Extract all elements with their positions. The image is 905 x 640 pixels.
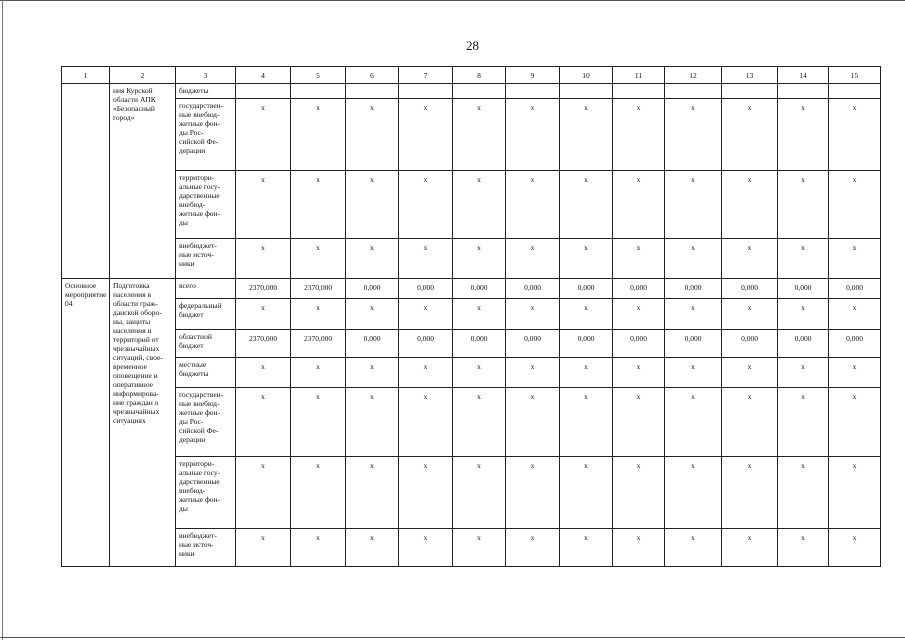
value-cell: 0,000 [722,330,778,358]
header-cell: 2 [110,67,176,84]
value-cell [829,84,881,99]
value-cell: x [399,99,453,171]
table-row [62,84,881,99]
value-cell: x [453,358,506,388]
value-cell: x [665,99,722,171]
value-cell: 0,000 [829,330,881,358]
value-cell: x [291,457,346,529]
value-cell: x [778,99,829,171]
table-row [62,358,881,388]
value-cell: x [346,358,399,388]
value-cell [778,84,829,99]
value-cell: x [722,171,778,239]
page-number: 28 [466,38,479,53]
value-cell: 0,000 [453,330,506,358]
value-cell: x [778,171,829,239]
table-row [62,457,881,529]
header-cell: 3 [176,67,236,84]
value-cell: x [613,171,665,239]
value-cell: x [613,239,665,279]
value-cell: x [829,457,881,529]
value-cell: x [291,299,346,330]
table-row [62,529,881,567]
value-cell: x [399,529,453,567]
value-cell: x [506,358,560,388]
value-cell: x [346,299,399,330]
page-bottom-border [0,637,905,638]
value-cell: x [453,99,506,171]
value-cell: x [829,388,881,457]
value-cell: x [722,299,778,330]
value-cell: x [722,239,778,279]
table-row [62,330,881,358]
source-cell: местные бюджеты [176,358,236,388]
value-cell: x [778,388,829,457]
value-cell: 0,000 [506,330,560,358]
value-cell: x [613,358,665,388]
table-row [62,171,881,239]
value-cell: x [453,299,506,330]
table-row [62,99,881,171]
value-cell: x [665,358,722,388]
value-cell: 0,000 [665,330,722,358]
value-cell: x [399,388,453,457]
value-cell: x [829,171,881,239]
table-row [62,239,881,279]
value-cell: x [722,99,778,171]
value-cell: x [399,239,453,279]
value-cell: x [560,358,613,388]
header-cell: 7 [399,67,453,84]
value-cell: x [778,358,829,388]
status-cell: Основное мероприятие 04 [62,279,110,567]
header-cell: 8 [453,67,506,84]
value-cell [346,84,399,99]
value-cell: x [291,99,346,171]
value-cell: x [829,358,881,388]
value-cell: x [506,457,560,529]
table-row [62,388,881,457]
value-cell [399,84,453,99]
value-cell: 0,000 [829,279,881,299]
value-cell: x [613,529,665,567]
value-cell: x [778,457,829,529]
value-cell [665,84,722,99]
value-cell [453,84,506,99]
source-cell: внебюджет- ные источ- ники [176,239,236,279]
value-cell: x [506,239,560,279]
value-cell: x [829,299,881,330]
value-cell: x [778,239,829,279]
value-cell: x [613,299,665,330]
value-cell: x [399,171,453,239]
value-cell [506,84,560,99]
value-cell: x [506,529,560,567]
header-cell: 4 [236,67,291,84]
value-cell: x [506,171,560,239]
value-cell: x [291,388,346,457]
value-cell [722,84,778,99]
value-cell: x [346,239,399,279]
source-cell: территори- альные госу- дарственные внебюд- жетные фон- ды [176,457,236,529]
value-cell: x [829,99,881,171]
value-cell: x [560,457,613,529]
value-cell: x [722,388,778,457]
value-cell: x [291,529,346,567]
source-cell: территори- альные госу- дарственные внебюд- жетные фон- ды [176,171,236,239]
value-cell: x [613,457,665,529]
value-cell: x [560,299,613,330]
value-cell: x [722,529,778,567]
value-cell: 0,000 [665,279,722,299]
value-cell: x [778,529,829,567]
header-cell: 12 [665,67,722,84]
value-cell [560,84,613,99]
value-cell: 0,000 [399,330,453,358]
value-cell: x [236,358,291,388]
header-cell: 9 [506,67,560,84]
value-cell: 0,000 [399,279,453,299]
header-cell: 13 [722,67,778,84]
header-cell: 1 [62,67,110,84]
value-cell: x [346,99,399,171]
value-cell: 0,000 [613,279,665,299]
value-cell: x [665,299,722,330]
value-cell: x [665,529,722,567]
value-cell: x [291,358,346,388]
value-cell: x [453,457,506,529]
value-cell: x [829,529,881,567]
value-cell: x [722,358,778,388]
value-cell: x [560,388,613,457]
source-cell: государствен- ные внебюд- жетные фон- ды Рос- сийской Фе- дерации [176,388,236,457]
value-cell: 0,000 [346,279,399,299]
value-cell: 0,000 [778,330,829,358]
value-cell: 2370,000 [236,279,291,299]
value-cell: x [829,239,881,279]
value-cell: 0,000 [778,279,829,299]
value-cell: x [613,388,665,457]
value-cell: x [560,171,613,239]
value-cell: x [665,239,722,279]
header-cell: 10 [560,67,613,84]
value-cell: x [236,299,291,330]
table-row [62,279,881,299]
measure-name-cell: Подготовка населения в области граж- данской оборо- ны, защиты населения и территорий от чрезвычайных ситуаций, свое- временное оповещение и оперативное информирова- ние граждан о чрезвычайных ситуациях [110,279,176,567]
value-cell: x [236,388,291,457]
page-top-border [0,0,905,1]
value-cell: 2370,000 [236,330,291,358]
program-name-cell: ния Курской области АПК «Безопасный город» [110,84,176,279]
source-cell: бюджеты [176,84,236,99]
budget-table [61,66,881,567]
value-cell: x [453,171,506,239]
value-cell: x [560,99,613,171]
value-cell: 0,000 [560,330,613,358]
value-cell: x [665,388,722,457]
value-cell: x [291,239,346,279]
header-cell: 14 [778,67,829,84]
table-row [62,299,881,330]
value-cell: x [778,299,829,330]
value-cell: x [399,358,453,388]
value-cell: x [665,171,722,239]
value-cell: x [722,457,778,529]
value-cell: 0,000 [613,330,665,358]
value-cell: x [236,171,291,239]
value-cell: x [236,99,291,171]
value-cell: x [665,457,722,529]
status-cell [62,84,110,279]
value-cell: x [560,239,613,279]
header-row [62,67,881,84]
value-cell: x [506,299,560,330]
value-cell: x [399,457,453,529]
value-cell: x [453,388,506,457]
value-cell: 2370,000 [291,330,346,358]
value-cell: x [346,529,399,567]
header-cell: 5 [291,67,346,84]
value-cell [291,84,346,99]
value-cell: x [346,457,399,529]
source-cell: областной бюджет [176,330,236,358]
value-cell: 2370,000 [291,279,346,299]
value-cell: 0,000 [560,279,613,299]
value-cell: x [346,171,399,239]
value-cell [236,84,291,99]
header-cell: 15 [829,67,881,84]
value-cell: 0,000 [506,279,560,299]
value-cell: x [236,239,291,279]
source-cell: всего [176,279,236,299]
value-cell: x [613,99,665,171]
value-cell: x [506,388,560,457]
value-cell: 0,000 [346,330,399,358]
value-cell: x [236,529,291,567]
source-cell: федеральный бюджет [176,299,236,330]
value-cell: x [560,529,613,567]
header-cell: 11 [613,67,665,84]
value-cell: x [236,457,291,529]
value-cell: x [453,239,506,279]
page-left-border [2,0,3,640]
value-cell [613,84,665,99]
source-cell: государствен- ные внебюд- жетные фон- ды Рос- сийской Фе- дерации [176,99,236,171]
source-cell: внебюджет- ные источ- ники [176,529,236,567]
value-cell: x [291,171,346,239]
value-cell: 0,000 [453,279,506,299]
value-cell: x [506,99,560,171]
value-cell: 0,000 [722,279,778,299]
value-cell: x [399,299,453,330]
header-cell: 6 [346,67,399,84]
value-cell: x [453,529,506,567]
value-cell: x [346,388,399,457]
